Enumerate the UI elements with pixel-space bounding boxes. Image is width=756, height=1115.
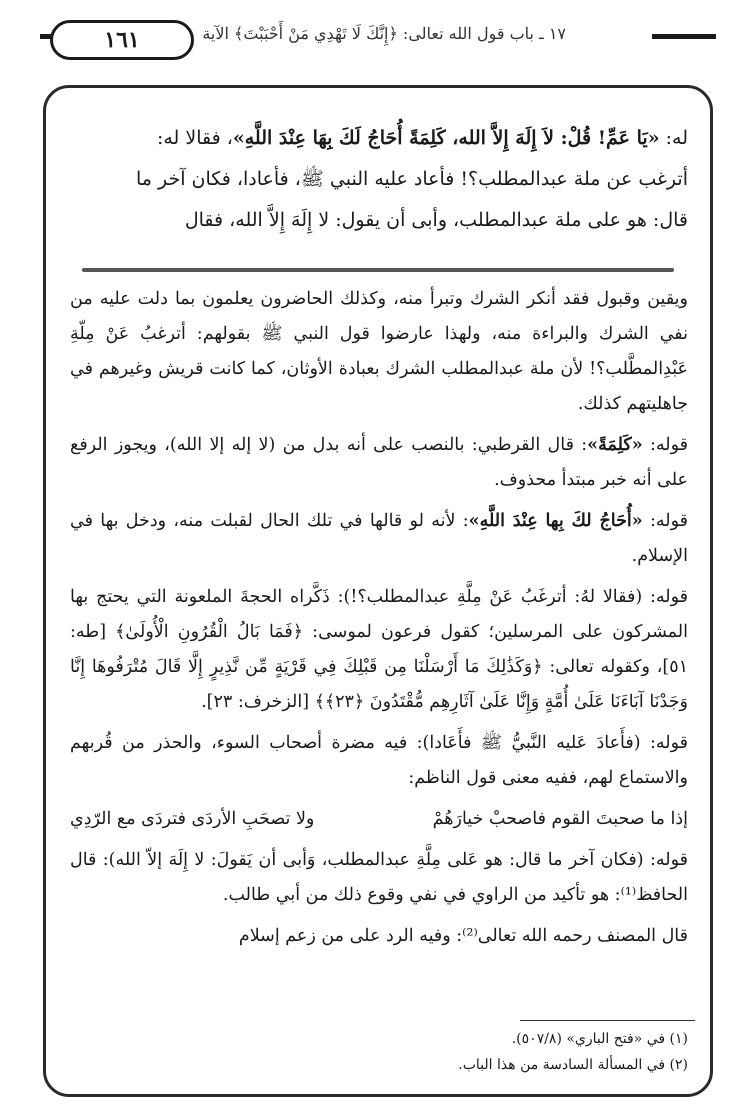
hadith-line-2: أترغب عن ملة عبدالمطلب؟! فأعاد عليه النبي ﷺ، فأعادا، فكان آخر ما <box>135 168 688 190</box>
paragraph-text: : لأنه لو قالها في تلك الحال لقبلت منه، ودخل بها في الإسلام. <box>70 511 688 566</box>
footnote-rule <box>520 1020 695 1021</box>
hadith-line-1-suffix: ، فقالا له: <box>156 127 233 149</box>
hadith-quote: «يَا عَمِّ! قُلْ: لاَ إِلَهَ إِلاَّ الله، كَلِمَةً أُحَاجُ لَكَ بِهَا عِنْدَ اللَّهِ» <box>232 127 660 149</box>
footnotes <box>70 1026 688 1078</box>
footnote: (١) في «فتح الباري» (٥٠٧/٨). <box>511 1031 688 1047</box>
paragraph: ويقين وقبول فقد أنكر الشرك وتبرأ منه، وكذلك الحاضرون يعلمون بما دلت عليه من نفي الشرك والبراءة منه، ولهذا عارضوا قول النبي ﷺ بقولهم: أترغبُ عَنْ مِلّةِ عَبْدِالمطَّلب؟! لأن ملة عبدالمطلب الشرك بعبادة الأوثان، كما كانت قريش وغيرهم في جاهليتهم كذلك. <box>70 289 688 414</box>
commentary-text <box>70 282 688 960</box>
paragraph: قوله: (فأَعادَ عَليه النَّبيُّ ﷺ فأَعَادا): فيه مضرة أصحاب السوء، والحذر من قُربهم والاستماع لهم، ففيه معنى قول الناظم: <box>70 733 688 788</box>
hadith-line-1-prefix: له: <box>659 127 688 149</box>
paragraph: قال المصنف رحمه الله تعالى⁽²⁾: وفيه الرد على من زعم إسلام <box>238 926 688 946</box>
page-number: ١٦١ <box>50 20 194 60</box>
page-header <box>40 8 716 68</box>
hadith-line-1 <box>70 118 688 159</box>
poem-hemistich-1: إذا ما صحبتَ القوم فاصحبْ خيارَهُمْ <box>432 809 688 829</box>
paragraph-prefix: قوله: <box>642 435 688 455</box>
paragraph-prefix: قوله: <box>642 511 689 531</box>
poem-hemistich-2: ولا تصحَبِ الأردَى فتردَى مع الرّدِي <box>70 809 315 829</box>
poem-verse <box>70 802 688 837</box>
paragraph-text: : قال القرطبي: بالنصب على أنه بدل من (لا إله إلا الله)، ويجوز الرفع على أنه خبر مبتدأ محذوف. <box>70 435 688 490</box>
commented-term: «أُحَاجُ لكَ بِها عِنْدَ اللَّهِ» <box>468 511 643 531</box>
hadith-text <box>70 118 688 241</box>
paragraph <box>70 504 688 574</box>
running-head: ١٧ ـ باب قول الله تعالى: ﴿إِنَّكَ لَا تَهْدِي مَنْ أَحْبَبْتَ﴾ الآية <box>202 24 566 43</box>
hadith-line-3: قال: هو على ملة عبدالمطلب، وأبى أن يقول: لا إِلَهَ إِلاَّ الله، فقال <box>184 209 688 231</box>
footnote: (٢) في المسألة السادسة من هذا الباب. <box>458 1057 688 1073</box>
header-rule-right <box>652 34 716 39</box>
section-divider <box>82 268 674 272</box>
paragraph <box>70 428 688 498</box>
commented-term: «كَلِمَةً» <box>587 435 643 455</box>
paragraph: قوله: (فقالا لهُ: أترغَبُ عَنْ مِلَّةِ عبدالمطلب؟!): ذَكَّراه الحجةَ الملعونة التي يحتج بها المشركون على المرسلين؛ كقول فرعون لموسى: ﴿فَمَا بَالُ الْقُرُونِ الْأُولَىٰ﴾ [طه: ٥١]، وكقوله تعالى: ﴿وَكَذَٰلِكَ مَا أَرْسَلْنَا مِن قَبْلِكَ فِي قَرْيَةٍ مِّن نَّذِيرٍ إِلَّا قَالَ مُتْرَفُوهَا إِنَّا وَجَدْنَا آبَاءَنَا عَلَىٰ أُمَّةٍ وَإِنَّا عَلَىٰ آثَارِهِم مُّقْتَدُونَ ﴿٢٣﴾﴾ [الزخرف: ٢٣]. <box>70 587 688 712</box>
paragraph: قوله: (فكان آخر ما قال: هو عَلى مِلَّةِ عبدالمطلب، وَأبى أن يَقولَ: لا إِلَهَ إلاّ الله): قال الحافظ⁽¹⁾: هو تأكيد من الراوي في نفي وقوع ذلك من أبي طالب. <box>70 850 688 905</box>
